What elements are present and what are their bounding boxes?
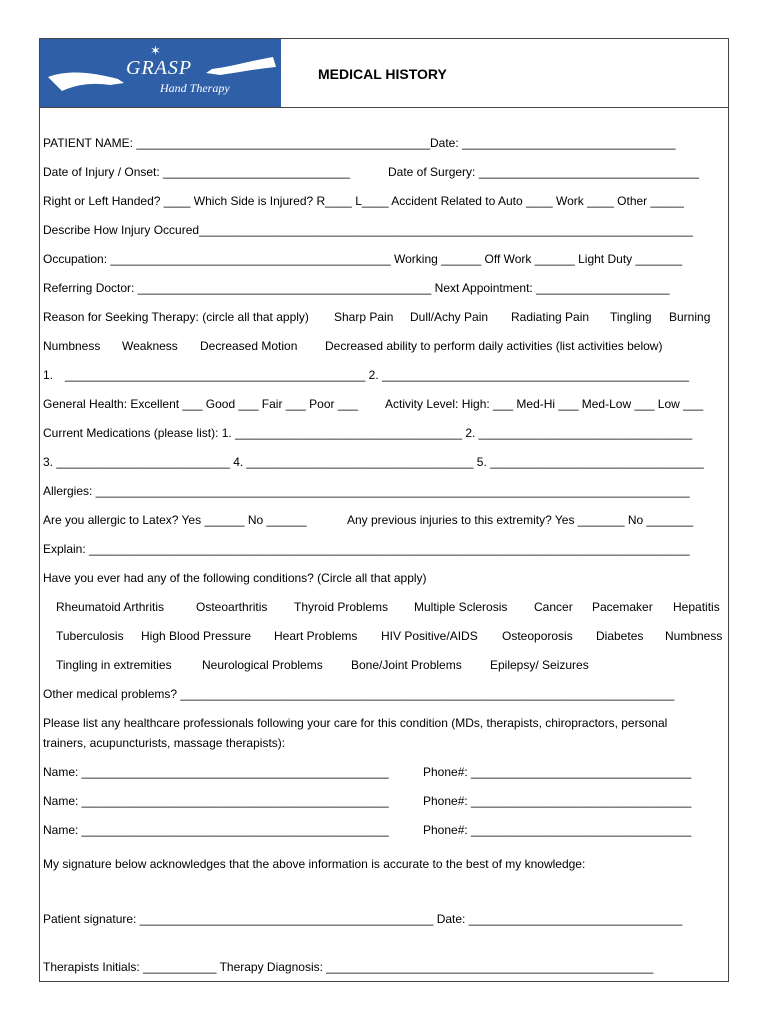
form-text: trainers, acupuncturists, massage therapists):	[43, 736, 286, 750]
form-text: Weakness	[122, 339, 178, 353]
form-text: Explain: __________________________________________________________________________________________	[43, 542, 690, 556]
form-text: Diabetes	[596, 629, 644, 643]
form-text: Numbness	[665, 629, 723, 643]
form-text: Phone#: _________________________________	[423, 823, 692, 837]
patient-name-line[interactable]	[43, 135, 727, 151]
form-text: Name: ______________________________________________	[43, 823, 389, 837]
form-text: 1.	[43, 368, 54, 382]
form-text: Osteoporosis	[502, 629, 573, 643]
form-text: Allergies: _________________________________________________________________________________________	[43, 484, 690, 498]
form-text: _____________________________________________ 2. ______________________________________________	[65, 368, 689, 382]
form-text: Dull/Achy Pain	[410, 310, 489, 324]
medical-history-form	[39, 38, 729, 982]
form-text: Neurological Problems	[202, 658, 323, 672]
professionals-line	[43, 715, 727, 731]
conditions-row-2[interactable]	[43, 628, 727, 644]
form-text: Multiple Sclerosis	[414, 600, 508, 614]
professionals-line-2	[43, 735, 727, 751]
form-text: Date of Surgery: _________________________________	[388, 165, 699, 179]
form-text: My signature below acknowledges that the above information is accurate to the best of my knowledge:	[43, 857, 586, 871]
form-text: Rheumatoid Arthritis	[56, 600, 165, 614]
grasp-logo	[40, 39, 281, 107]
form-text: Osteoarthritis	[196, 600, 268, 614]
conditions-row-3[interactable]	[43, 657, 727, 673]
form-text: Sharp Pain	[334, 310, 394, 324]
handed-line[interactable]	[43, 193, 727, 209]
form-text: Other medical problems? __________________________________________________________________________	[43, 687, 675, 701]
form-text: Heart Problems	[274, 629, 358, 643]
form-text: PATIENT NAME: ____________________________________________Date: ________________________________	[43, 136, 676, 150]
form-text: Radiating Pain	[511, 310, 590, 324]
occupation-line[interactable]	[43, 251, 727, 267]
form-header	[40, 39, 728, 108]
professional-1[interactable]	[43, 764, 727, 780]
form-text: 3. __________________________ 4. __________________________________ 5. ________________________________	[43, 455, 704, 469]
form-text: Phone#: _________________________________	[423, 794, 692, 808]
health-line[interactable]	[43, 396, 727, 412]
form-text: Tingling	[610, 310, 652, 324]
explain-line[interactable]	[43, 541, 727, 557]
reason-line-2[interactable]	[43, 338, 727, 354]
form-text: HIV Positive/AIDS	[381, 629, 478, 643]
form-text: Phone#: _________________________________	[423, 765, 692, 779]
form-text: Have you ever had any of the following conditions? (Circle all that apply)	[43, 571, 427, 585]
form-text: Tuberculosis	[56, 629, 124, 643]
form-text: Decreased ability to perform daily activities (list activities below)	[325, 339, 663, 353]
form-text: Activity Level: High: ___ Med-Hi ___ Med-Low ___ Low ___	[385, 397, 704, 411]
professional-3[interactable]	[43, 822, 727, 838]
form-text: Right or Left Handed? ____ Which Side is Injured? R____ L____ Accident Related to Auto ____ Work ____ Other _____	[43, 194, 684, 208]
form-text: Burning	[669, 310, 711, 324]
reason-line[interactable]	[43, 309, 727, 325]
form-text: Tingling in extremities	[56, 658, 172, 672]
form-text: Describe How Injury Occured__________________________________________________________________________	[43, 223, 693, 237]
signature-line[interactable]	[43, 911, 727, 927]
initials-line[interactable]	[43, 959, 727, 975]
form-text: Are you allergic to Latex? Yes ______ No ______	[43, 513, 307, 527]
form-text: Cancer	[534, 600, 573, 614]
allergies-line[interactable]	[43, 483, 727, 499]
form-text: Name: ______________________________________________	[43, 794, 389, 808]
logo-star-icon: ✶	[150, 43, 161, 58]
form-text: Bone/Joint Problems	[351, 658, 462, 672]
form-text: Date of Injury / Onset: ____________________________	[43, 165, 350, 179]
acknowledgement	[43, 856, 727, 872]
other-problems-line[interactable]	[43, 686, 727, 702]
form-text: Decreased Motion	[200, 339, 298, 353]
referring-line[interactable]	[43, 280, 727, 296]
conditions-question	[43, 570, 727, 586]
form-text: Thyroid Problems	[294, 600, 389, 614]
form-text: Patient signature: ____________________________________________ Date: ________________________________	[43, 912, 683, 926]
logo-brand: GRASP	[126, 57, 193, 79]
medications-line[interactable]	[43, 425, 727, 441]
form-text: Occupation: __________________________________________ Working ______ Off Work ______ Light Duty _______	[43, 252, 683, 266]
describe-line[interactable]	[43, 222, 727, 238]
form-text: Reason for Seeking Therapy: (circle all that apply)	[43, 310, 309, 324]
form-text: Referring Doctor: ____________________________________________ Next Appointment: ____________________	[43, 281, 670, 295]
form-text: Please list any healthcare professionals following your care for this condition (MDs, therapists, chiropractors, personal	[43, 716, 668, 730]
activities-line[interactable]	[43, 367, 727, 383]
medications-line-2[interactable]	[43, 454, 727, 470]
injury-line[interactable]	[43, 164, 727, 180]
form-text: High Blood Pressure	[141, 629, 252, 643]
form-text: Name: ______________________________________________	[43, 765, 389, 779]
form-text: Current Medications (please list): 1. __________________________________ 2. ________________________________	[43, 426, 693, 440]
conditions-row-1[interactable]	[43, 599, 727, 615]
professional-2[interactable]	[43, 793, 727, 809]
form-text: Pacemaker	[592, 600, 653, 614]
form-text: Numbness	[43, 339, 101, 353]
form-text: Therapists Initials: ___________ Therapy Diagnosis: _________________________________________________	[43, 960, 654, 974]
form-text: Any previous injuries to this extremity? Yes _______ No _______	[347, 513, 694, 527]
page-title: MEDICAL HISTORY	[318, 66, 447, 82]
form-text: General Health: Excellent ___ Good ___ Fair ___ Poor ___	[43, 397, 358, 411]
latex-line[interactable]	[43, 512, 727, 528]
logo-subtitle: Hand Therapy	[160, 81, 230, 95]
form-text: Epilepsy/ Seizures	[490, 658, 589, 672]
form-text: Hepatitis	[673, 600, 720, 614]
